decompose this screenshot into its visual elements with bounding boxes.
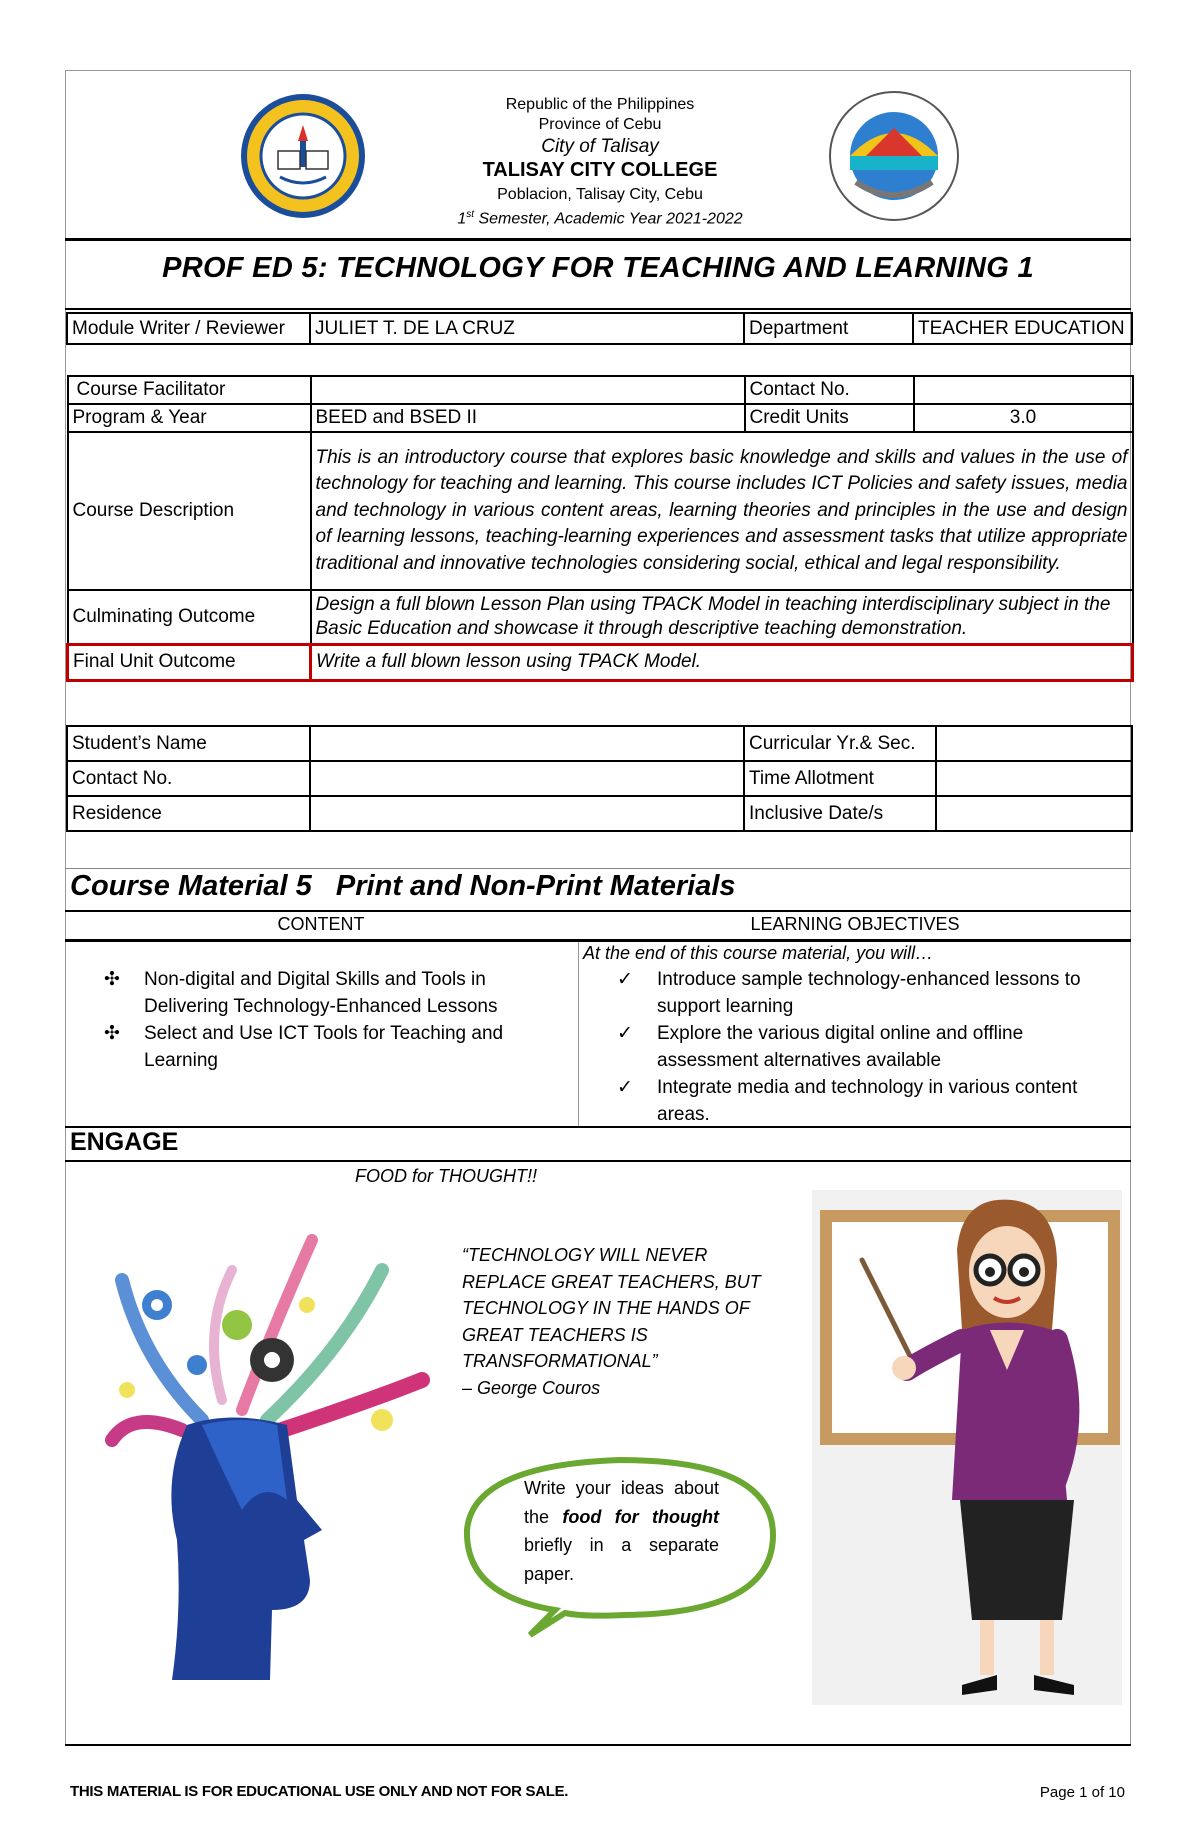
footer-notice: THIS MATERIAL IS FOR EDUCATIONAL USE ONLY AND NOT FOR SALE. [70, 1783, 569, 1800]
inclusive-dates-value[interactable] [936, 796, 1132, 831]
header-college: TALISAY CITY COLLEGE [482, 159, 718, 181]
content-item: ✣ Select and Use ICT Tools for Teaching and Learning [104, 1020, 534, 1074]
check-icon: ✓ [617, 1023, 633, 1044]
inclusive-dates-label: Inclusive Date/s [744, 796, 936, 831]
course-info-table [66, 312, 1133, 345]
creative-head-illustration [82, 1210, 442, 1700]
quote-line: TECHNOLOGY IN THE HANDS OF [462, 1298, 750, 1318]
description-label: Course Description [68, 432, 311, 590]
culminating-label: Culminating Outcome [68, 590, 311, 644]
engage-heading: ENGAGE [70, 1128, 179, 1156]
student-name-value[interactable] [310, 726, 744, 761]
header-republic: Republic of the Philippines [505, 96, 695, 113]
header-province: Province of Cebu [538, 116, 662, 133]
time-allotment-label: Time Allotment [744, 761, 936, 796]
student-contact-label: Contact No. [67, 761, 310, 796]
check-icon: ✓ [617, 969, 633, 990]
program-label: Program & Year [68, 404, 311, 432]
time-allotment-value[interactable] [936, 761, 1132, 796]
department-value: TEACHER EDUCATION [913, 313, 1132, 344]
course-detail-table [66, 375, 1134, 682]
student-contact-value[interactable] [310, 761, 744, 796]
writer-label: Module Writer / Reviewer [67, 313, 310, 344]
material-top-rule [65, 868, 1131, 869]
credit-value: 3.0 [914, 404, 1133, 432]
header-rule [65, 238, 1131, 241]
check-icon: ✓ [617, 1077, 633, 1098]
header-semester: 1st Semester, Academic Year 2021-2022 [457, 209, 743, 228]
title-rule [65, 308, 1131, 310]
curricular-year-value[interactable] [936, 726, 1132, 761]
content-list [104, 966, 534, 1074]
objective-item: ✓ Explore the various digital online and offline assessment alternatives available [617, 1020, 1127, 1074]
column-divider [578, 942, 579, 1126]
final-outcome-value: Write a full blown lesson using TPACK Model. [311, 644, 1133, 680]
content-header: CONTENT [277, 914, 365, 934]
page-number: Page 1 of 10 [1039, 1784, 1125, 1801]
objectives-header: LEARNING OBJECTIVES [750, 914, 960, 934]
material-rule [65, 910, 1131, 912]
description-value: This is an introductory course that explores basic knowledge and skills and values in the use of technology for teaching and learning. This course includes ICT Policies and safety issues, media and technology in various content areas, learning theories and principles in the use and design of learning lessons, teaching-learning experiences and assessment tasks that utilize appropriate traditional and innovative technologies considering social, ethical and legal responsibility. [311, 432, 1133, 590]
city-seal [826, 90, 962, 222]
quote-line: TRANSFORMATIONAL” [462, 1351, 658, 1371]
writer-value: JULIET T. DE LA CRUZ [310, 313, 744, 344]
contact-value[interactable] [914, 376, 1133, 404]
objective-item: ✓ Introduce sample technology-enhanced lessons to support learning [617, 966, 1127, 1020]
program-value: BEED and BSED II [311, 404, 745, 432]
engage-rule [65, 1160, 1131, 1162]
objective-item: ✓ Integrate media and technology in various content areas. [617, 1074, 1127, 1128]
quote-author: – George Couros [462, 1377, 601, 1398]
header-city: City of Talisay [541, 136, 659, 157]
credit-label: Credit Units [745, 404, 914, 432]
culminating-value: Design a full blown Lesson Plan using TPACK Model in teaching interdisciplinary subject in the Basic Education and showcase it through descriptive teaching demonstration. [311, 590, 1133, 644]
final-outcome-label: Final Unit Outcome [68, 644, 311, 680]
curricular-year-label: Curricular Yr.& Sec. [744, 726, 936, 761]
residence-value[interactable] [310, 796, 744, 831]
facilitator-label: Course Facilitator [68, 376, 311, 404]
student-table [66, 725, 1133, 832]
facilitator-value[interactable] [311, 376, 745, 404]
objectives-intro: At the end of this course material, you will… [583, 943, 934, 963]
student-name-label: Student’s Name [67, 726, 310, 761]
bottom-rule [65, 1744, 1131, 1746]
food-for-thought-title: FOOD for THOUGHT!! [355, 1166, 537, 1186]
course-material-title: Course Material 5 Print and Non-Print Materials [70, 870, 736, 902]
teacher-illustration [812, 1190, 1122, 1705]
department-label: Department [744, 313, 913, 344]
columns-rule [65, 939, 1131, 942]
diamond-bullet-icon: ✣ [104, 1023, 120, 1044]
college-seal [240, 93, 366, 219]
objectives-list [617, 966, 1127, 1128]
bubble-text: Write your ideas about the food for thought briefly in a separate paper. [524, 1478, 719, 1584]
quote-line: GREAT TEACHERS IS [462, 1324, 648, 1345]
engage-top-rule [65, 1126, 1131, 1128]
residence-label: Residence [67, 796, 310, 831]
header-address: Poblacion, Talisay City, Cebu [497, 186, 703, 203]
content-item: ✣ Non-digital and Digital Skills and Tools in Delivering Technology-Enhanced Lessons [104, 966, 534, 1020]
contact-label: Contact No. [745, 376, 914, 404]
course-title: PROF ED 5: TECHNOLOGY FOR TEACHING AND LEARNING 1 [162, 252, 1034, 284]
diamond-bullet-icon: ✣ [104, 969, 120, 990]
quote-line: REPLACE GREAT TEACHERS, BUT [462, 1271, 761, 1292]
quote-line: “TECHNOLOGY WILL NEVER [462, 1245, 708, 1265]
quote-block [462, 1242, 782, 1401]
